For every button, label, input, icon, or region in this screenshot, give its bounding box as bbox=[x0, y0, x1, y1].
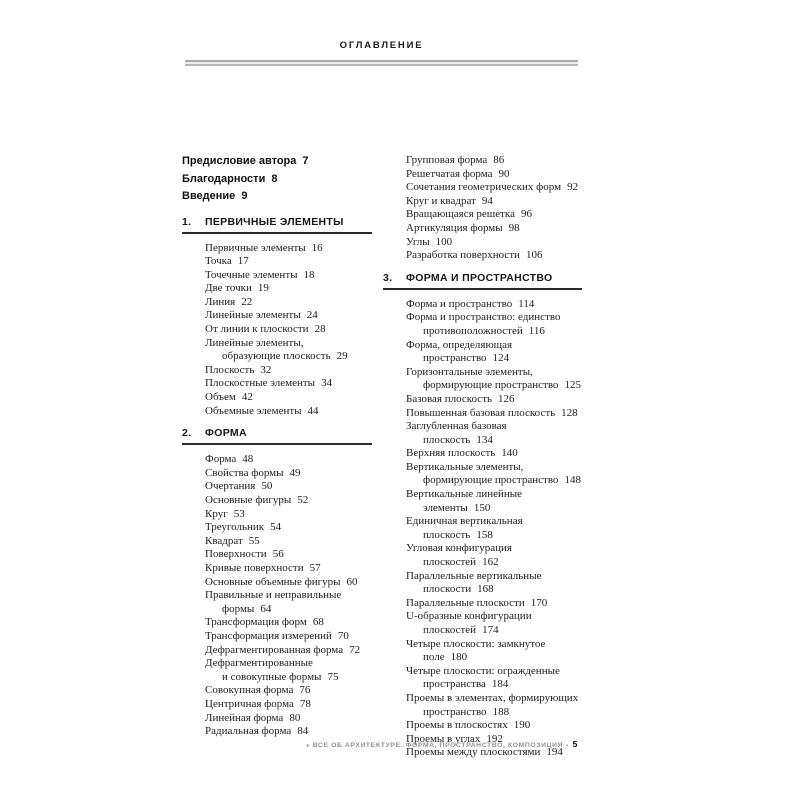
entry-title: и совокупные формы bbox=[222, 670, 322, 683]
entry-page-number: 50 bbox=[261, 480, 273, 493]
toc-entry-line bbox=[182, 645, 372, 657]
entry-title: Плоскостные элементы bbox=[205, 377, 316, 390]
entry-page-number: 125 bbox=[564, 379, 581, 392]
entry-page-number: 55 bbox=[248, 534, 260, 547]
entry-title: От линии к плоскости bbox=[205, 323, 309, 336]
entry-title: противоположностей bbox=[423, 324, 523, 337]
toc-entry-line bbox=[383, 209, 582, 221]
entry-page-number: 18 bbox=[303, 268, 315, 281]
toc-entry-line bbox=[383, 394, 582, 406]
entry-title: Круг bbox=[205, 507, 228, 520]
header-rule bbox=[185, 60, 578, 66]
entry-title: Трансформация измерений bbox=[205, 629, 332, 642]
toc-entry-line bbox=[182, 270, 372, 282]
entry-page-number: 180 bbox=[450, 651, 468, 664]
entry-page-number: 29 bbox=[336, 350, 348, 363]
toc-entry-line bbox=[182, 256, 372, 268]
toc-entry-line bbox=[182, 577, 372, 589]
toc-entry-line bbox=[182, 324, 372, 336]
toc-entry-line bbox=[182, 522, 372, 534]
entry-page-number: 49 bbox=[289, 466, 301, 479]
entry-title: Поверхности bbox=[205, 548, 267, 561]
entry-page-number: 48 bbox=[242, 453, 254, 466]
entry-page-number: 150 bbox=[473, 501, 491, 514]
entry-page-number: 57 bbox=[309, 561, 321, 574]
entry-page-number: 98 bbox=[508, 221, 520, 234]
toc-entry-line bbox=[182, 631, 372, 643]
entry-title: Проемы в элементах, формирующих bbox=[406, 691, 579, 704]
entry-title: элементы bbox=[423, 501, 468, 514]
toc-entry-line bbox=[182, 617, 372, 629]
toc-column-left bbox=[182, 155, 372, 761]
entry-title: поле bbox=[423, 651, 445, 664]
entry-title: Форма bbox=[205, 453, 237, 466]
entry-page-number: 17 bbox=[237, 255, 249, 268]
page-title: ОГЛАВЛЕНИЕ bbox=[339, 40, 424, 51]
entry-title: Трансформация форм bbox=[205, 616, 307, 629]
toc-entry-line bbox=[383, 182, 582, 194]
entry-title: Вращающаяся решетка bbox=[406, 208, 515, 221]
toc-entry-line bbox=[182, 365, 372, 377]
entry-title: Заглубленная базовая bbox=[406, 420, 507, 433]
entry-title: Форма и пространство bbox=[406, 297, 513, 310]
toc-entry-line bbox=[383, 367, 582, 379]
entry-title: пространство bbox=[423, 352, 487, 365]
entry-page-number: 84 bbox=[297, 725, 309, 738]
entry-page-number: 28 bbox=[314, 323, 326, 336]
entry-page-number: 9 bbox=[241, 190, 248, 202]
entry-page-number: 42 bbox=[241, 391, 253, 404]
entry-title: Дефрагментированная форма bbox=[205, 643, 344, 656]
entry-title: Объемные элементы bbox=[205, 404, 302, 417]
entry-page-number: 174 bbox=[482, 624, 499, 636]
toc-entry-line bbox=[383, 693, 582, 705]
toc-entry-line bbox=[383, 489, 582, 501]
toc-entry-line bbox=[383, 250, 582, 262]
toc-entry-line bbox=[383, 666, 582, 678]
entry-page-number: 54 bbox=[270, 521, 282, 534]
toc-entry-line bbox=[383, 571, 582, 583]
entry-title: Введение bbox=[182, 190, 236, 202]
entry-page-number: 60 bbox=[346, 575, 358, 588]
entry-title: Линейные элементы bbox=[205, 309, 301, 322]
toc-entry-line bbox=[383, 584, 582, 596]
footer-book-title: ВСЕ ОБ АРХИТЕКТУРЕ. ФОРМА, ПРОСТРАНСТВО, КОМПОЗИЦИЯ bbox=[312, 742, 564, 749]
entry-title: Проемы между плоскостями bbox=[406, 746, 541, 759]
entry-page-number: 158 bbox=[476, 528, 493, 541]
toc-entry-line bbox=[383, 155, 582, 167]
entry-page-number: 94 bbox=[481, 194, 493, 207]
entry-title: Радиальная форма bbox=[205, 725, 292, 738]
toc-entry-line bbox=[182, 726, 372, 738]
toc-entry-line bbox=[383, 639, 582, 651]
entry-page-number: 80 bbox=[289, 711, 301, 724]
entry-page-number: 76 bbox=[299, 684, 311, 697]
entry-page-number: 34 bbox=[321, 377, 333, 390]
entry-title: Повышенная базовая плоскость bbox=[406, 406, 556, 419]
toc-entry-line bbox=[383, 448, 582, 460]
toc-entry-line bbox=[182, 310, 372, 322]
section-title: ПЕРВИЧНЫЕ ЭЛЕМЕНТЫ bbox=[205, 215, 344, 228]
entry-title: Проемы в углах bbox=[406, 732, 481, 745]
entry-title: Вертикальные элементы, bbox=[406, 460, 524, 473]
toc-entry-line bbox=[182, 481, 372, 493]
entry-title: Артикуляция формы bbox=[406, 221, 503, 234]
entry-title: Четыре плоскости: огражденные bbox=[406, 664, 560, 677]
frontmatter-entry bbox=[182, 155, 372, 167]
entry-title: Квадрат bbox=[205, 534, 243, 547]
entry-page-number: 128 bbox=[561, 406, 578, 419]
toc-entry-line bbox=[182, 338, 372, 350]
toc-entry-line bbox=[383, 557, 582, 569]
entry-title: пространство bbox=[423, 705, 487, 718]
entry-page-number: 190 bbox=[513, 719, 531, 732]
toc-entry-line bbox=[383, 475, 582, 487]
toc-entry-line bbox=[383, 625, 582, 637]
entry-title: пространства bbox=[423, 678, 486, 691]
entry-page-number: 148 bbox=[564, 474, 581, 487]
toc-entry-line bbox=[383, 326, 582, 338]
entry-title: Благодарности bbox=[182, 172, 266, 185]
entry-title: Объем bbox=[205, 391, 236, 404]
entry-page-number: 162 bbox=[482, 556, 499, 569]
entry-page-number: 24 bbox=[306, 309, 318, 322]
footer-bullet-icon: ♦ bbox=[306, 743, 310, 749]
entry-title: Основные объемные фигуры bbox=[205, 575, 341, 588]
toc-entry-line bbox=[383, 530, 582, 542]
toc-entry-line bbox=[182, 672, 372, 684]
entry-page-number: 134 bbox=[476, 433, 493, 446]
entry-title: Очертания bbox=[205, 480, 256, 493]
entry-title: Единичная вертикальная bbox=[406, 515, 523, 528]
entry-title: Сочетания геометрических форм bbox=[406, 181, 562, 194]
entry-title: Точечные элементы bbox=[205, 268, 298, 281]
toc-entry-line bbox=[383, 707, 582, 719]
section-number: 2. bbox=[182, 427, 192, 440]
entry-page-number: 7 bbox=[302, 155, 309, 167]
entry-page-number: 96 bbox=[521, 208, 532, 221]
toc-entry-line bbox=[182, 685, 372, 697]
entry-title: Верхняя плоскость bbox=[406, 447, 496, 460]
entry-title: Разработка поверхности bbox=[406, 249, 520, 262]
entry-page-number: 90 bbox=[498, 167, 510, 180]
entry-page-number: 100 bbox=[435, 235, 453, 248]
entry-title: Кривые поверхности bbox=[205, 561, 304, 574]
section-number: 1. bbox=[182, 215, 192, 228]
section-title: ФОРМА bbox=[205, 427, 247, 440]
entry-title: Свойства формы bbox=[205, 466, 284, 479]
toc-entry-line bbox=[383, 340, 582, 352]
entry-page-number: 194 bbox=[546, 746, 563, 759]
entry-page-number: 114 bbox=[518, 297, 535, 310]
toc-entry-line bbox=[383, 598, 582, 610]
footer-page-number: 5 bbox=[572, 739, 578, 749]
toc-entry-line bbox=[182, 563, 372, 575]
toc-entry-line bbox=[383, 353, 582, 365]
frontmatter-entry bbox=[182, 173, 372, 185]
toc-column-right bbox=[383, 155, 582, 761]
toc-entry-line bbox=[182, 243, 372, 255]
entry-title: плоскостей bbox=[423, 556, 477, 569]
toc-entry-line bbox=[383, 421, 582, 433]
entry-title: Первичные элементы bbox=[205, 241, 306, 254]
entry-title: Предисловие автора bbox=[182, 155, 297, 167]
entry-title: плоскости bbox=[423, 583, 472, 596]
toc-entry-line bbox=[182, 699, 372, 711]
entry-page-number: 16 bbox=[311, 241, 323, 254]
section-header bbox=[383, 272, 582, 290]
entry-page-number: 168 bbox=[477, 583, 494, 596]
toc-entry-line bbox=[182, 392, 372, 404]
toc-entry-line bbox=[383, 611, 582, 623]
entry-title: Правильные и неправильные bbox=[205, 589, 342, 602]
toc-entry-line bbox=[383, 312, 582, 324]
entry-title: Основные фигуры bbox=[205, 494, 292, 506]
footer-separator-icon: • bbox=[566, 743, 569, 749]
entry-title: Проемы в плоскостях bbox=[406, 719, 508, 732]
toc-entry-line bbox=[182, 468, 372, 480]
entry-page-number: 75 bbox=[327, 670, 339, 683]
toc-columns bbox=[182, 155, 582, 761]
entry-page-number: 53 bbox=[233, 507, 245, 520]
entry-title: Параллельные плоскости bbox=[406, 596, 525, 609]
entry-page-number: 124 bbox=[492, 352, 510, 365]
entry-page-number: 188 bbox=[492, 705, 510, 718]
entry-title: формирующие пространство bbox=[423, 474, 559, 487]
toc-entry-line bbox=[182, 658, 372, 670]
entry-title: Центричная форма bbox=[205, 697, 294, 710]
toc-entry-line bbox=[182, 536, 372, 548]
entry-title: плоскость bbox=[423, 528, 471, 541]
entry-page-number: 68 bbox=[312, 616, 324, 629]
entry-title: Форма, определяющая bbox=[406, 338, 513, 351]
entry-title: Линейные элементы, bbox=[205, 336, 304, 349]
toc-entry-line bbox=[383, 679, 582, 691]
section-gap bbox=[383, 264, 582, 272]
entry-title: образующие плоскость bbox=[222, 350, 331, 363]
toc-entry-line bbox=[383, 503, 582, 515]
entry-title: Форма и пространство: единство bbox=[406, 311, 561, 324]
entry-page-number: 44 bbox=[307, 404, 319, 417]
entry-page-number: 52 bbox=[297, 494, 309, 506]
toc-entry-line bbox=[383, 196, 582, 208]
entry-page-number: 22 bbox=[241, 295, 253, 308]
entry-title: U-образные конфигурации bbox=[406, 610, 532, 623]
toc-entry-line bbox=[182, 454, 372, 466]
section-gap bbox=[182, 208, 372, 216]
entry-page-number: 140 bbox=[501, 447, 518, 460]
toc-entry-line bbox=[182, 378, 372, 390]
frontmatter-entry bbox=[182, 190, 372, 202]
toc-entry-line bbox=[383, 435, 582, 447]
section-number: 3. bbox=[383, 271, 393, 284]
toc-entry-line bbox=[182, 351, 372, 363]
toc-entry-line bbox=[383, 237, 582, 249]
toc-entry-line bbox=[383, 380, 582, 392]
toc-entry-line bbox=[182, 283, 372, 295]
toc-entry-line bbox=[383, 462, 582, 474]
entry-title: Треугольник bbox=[205, 521, 265, 534]
entry-title: Точка bbox=[205, 255, 232, 268]
entry-title: Угловая конфигурация bbox=[406, 542, 512, 555]
entry-page-number: 32 bbox=[260, 363, 272, 376]
entry-title: плоскость bbox=[423, 433, 471, 446]
entry-title: плоскостей bbox=[423, 624, 477, 636]
entry-title: Групповая форма bbox=[406, 154, 488, 166]
toc-entry-line bbox=[383, 299, 582, 311]
entry-title: Горизонтальные элементы, bbox=[406, 365, 533, 378]
entry-title: Совокупная форма bbox=[205, 684, 294, 697]
entry-title: Дефрагментированные bbox=[205, 657, 313, 670]
entry-title: Базовая плоскость bbox=[406, 392, 493, 405]
entry-title: Линия bbox=[205, 295, 236, 308]
entry-title: формы bbox=[222, 602, 255, 615]
section-header bbox=[182, 427, 372, 445]
entry-page-number: 72 bbox=[349, 643, 361, 656]
entry-title: Четыре плоскости: замкнутое bbox=[406, 637, 546, 650]
entry-page-number: 56 bbox=[272, 548, 284, 561]
toc-entry-line bbox=[383, 543, 582, 555]
toc-entry-line bbox=[182, 590, 372, 602]
toc-entry-line bbox=[182, 406, 372, 418]
entry-page-number: 192 bbox=[486, 732, 503, 745]
entry-title: Углы bbox=[406, 235, 430, 248]
entry-page-number: 8 bbox=[271, 172, 278, 185]
entry-title: Линейная форма bbox=[205, 711, 284, 724]
toc-entry-line bbox=[182, 495, 372, 507]
toc-entry-line bbox=[383, 720, 582, 732]
entry-title: Круг и квадрат bbox=[406, 194, 476, 207]
entry-page-number: 126 bbox=[498, 392, 515, 405]
toc-entry-line bbox=[182, 604, 372, 616]
entry-page-number: 92 bbox=[567, 181, 579, 194]
page-footer bbox=[303, 739, 578, 749]
toc-entry-line bbox=[383, 408, 582, 420]
section-gap bbox=[182, 419, 372, 427]
toc-entry-line bbox=[182, 509, 372, 521]
toc-entry-line bbox=[383, 516, 582, 528]
entry-title: Вертикальные линейные bbox=[406, 488, 523, 501]
toc-entry-line bbox=[383, 169, 582, 181]
toc-entry-line bbox=[182, 713, 372, 725]
entry-title: Две точки bbox=[205, 282, 252, 295]
entry-title: Решетчатая форма bbox=[406, 167, 493, 180]
toc-entry-line bbox=[182, 549, 372, 561]
toc-entry-line bbox=[383, 223, 582, 235]
section-header bbox=[182, 216, 372, 234]
entry-page-number: 19 bbox=[257, 282, 269, 295]
entry-title: формирующие пространство bbox=[423, 379, 559, 392]
entry-page-number: 116 bbox=[528, 324, 545, 337]
entry-page-number: 86 bbox=[493, 154, 505, 166]
entry-page-number: 184 bbox=[491, 678, 509, 691]
toc-entry-line bbox=[383, 652, 582, 664]
entry-title: Параллельные вертикальные bbox=[406, 569, 542, 582]
entry-page-number: 70 bbox=[337, 629, 349, 642]
section-title: ФОРМА И ПРОСТРАНСТВО bbox=[406, 271, 553, 284]
entry-page-number: 64 bbox=[260, 602, 272, 615]
entry-page-number: 106 bbox=[525, 249, 543, 262]
entry-title: Плоскость bbox=[205, 363, 255, 376]
entry-page-number: 170 bbox=[530, 596, 548, 609]
toc-entry-line bbox=[182, 297, 372, 309]
toc-entry-line bbox=[383, 747, 582, 759]
entry-page-number: 78 bbox=[299, 697, 311, 710]
